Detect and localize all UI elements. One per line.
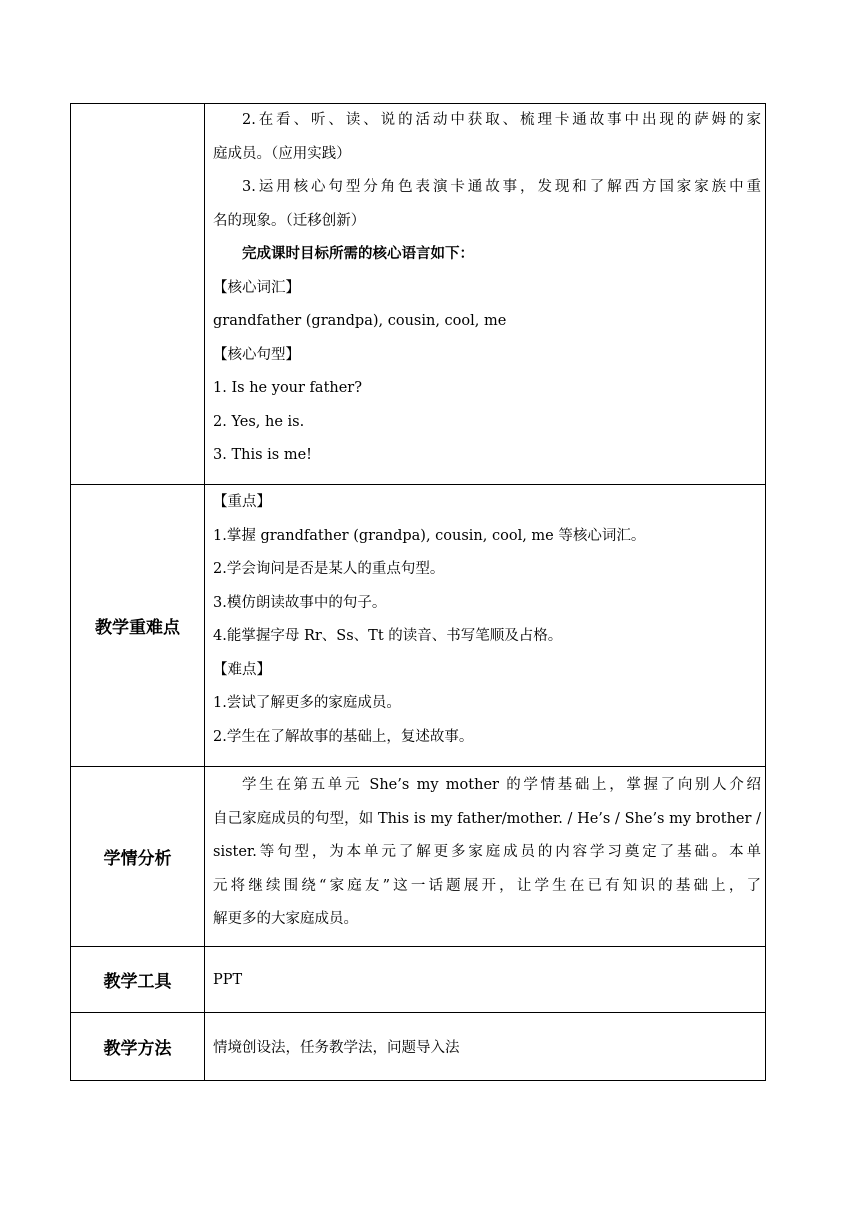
core-vocab: grandfather (grandpa), cousin, cool, me (213, 313, 507, 329)
objective-2-line-2: 庭成员。（应用实践） (213, 145, 351, 162)
objective-3-line-1: 3.运用核心句型分角色表演卡通故事，发现和了解西方国家家族中重 (242, 179, 761, 195)
analysis-label: 学情分析 (71, 767, 205, 947)
analysis-line-4: 元将继续围绕“家庭友”这一话题展开，让学生在已有知识的基础上，了 (213, 877, 761, 894)
methods-label: 教学方法 (71, 1013, 205, 1081)
objective-3 (213, 171, 761, 238)
key-item-4: 4.能掌握字母 Rr、Ss、Tt 的读音、书写笔顺及占格。 (213, 628, 563, 644)
difficult-item-1: 1.尝试了解更多的家庭成员。 (213, 695, 401, 711)
objective-2 (213, 104, 761, 171)
analysis-line-1: 学生在第五单元 She’s my mother 的学情基础上，掌握了向别人介绍 (242, 777, 761, 793)
lesson-plan-table (70, 103, 766, 1081)
core-language-heading: 完成课时目标所需的核心语言如下： (242, 246, 474, 262)
tools-value: PPT (205, 947, 766, 1013)
analysis-line-2: 自己家庭成员的句型，如 This is my father/mother. / He’s / She’s my brother / (213, 810, 761, 827)
core-sentence-3: 3. This is me! (213, 447, 312, 463)
objective-3-line-2: 名的现象。（迁移创新） (213, 212, 366, 229)
core-vocab-heading: 【核心词汇】 (213, 279, 300, 296)
tools-label: 教学工具 (71, 947, 205, 1013)
key-item-1: 1.掌握 grandfather (grandpa), cousin, cool, me 等核心词汇。 (213, 527, 646, 544)
key-item-3: 3.模仿朗读故事中的句子。 (213, 594, 387, 611)
core-sentences-heading: 【核心句型】 (213, 346, 300, 363)
analysis-line-3: sister.等句型，为本单元了解更多家庭成员的内容学习奠定了基础。本单 (213, 844, 761, 860)
difficult-item-2: 2.学生在了解故事的基础上，复述故事。 (213, 728, 474, 745)
methods-value: 情境创设法，任务教学法，问题导入法 (205, 1013, 766, 1081)
key-points-row (71, 485, 766, 767)
tools-row (71, 947, 766, 1013)
key-item-2: 2.学会询问是否是某人的重点句型。 (213, 561, 445, 577)
key-points-label: 教学重难点 (71, 485, 205, 767)
core-sentence-2: 2. Yes, he is. (213, 413, 305, 430)
analysis-content-cell (205, 767, 766, 947)
key-points-content-cell (205, 485, 766, 767)
difficult-heading: 【难点】 (213, 661, 271, 678)
objective-2-line-1: 2.在看、听、读、说的活动中获取、梳理卡通故事中出现的萨姆的家 (242, 112, 761, 128)
objectives-label-cell (71, 104, 205, 485)
objectives-row (71, 104, 766, 485)
analysis-line-5: 解更多的大家庭成员。 (213, 911, 358, 927)
analysis-row (71, 767, 766, 947)
analysis-paragraph (213, 769, 761, 937)
objectives-content-cell (205, 104, 766, 485)
core-sentence-1: 1. Is he your father? (213, 380, 363, 396)
methods-row (71, 1013, 766, 1081)
key-heading: 【重点】 (213, 494, 271, 510)
